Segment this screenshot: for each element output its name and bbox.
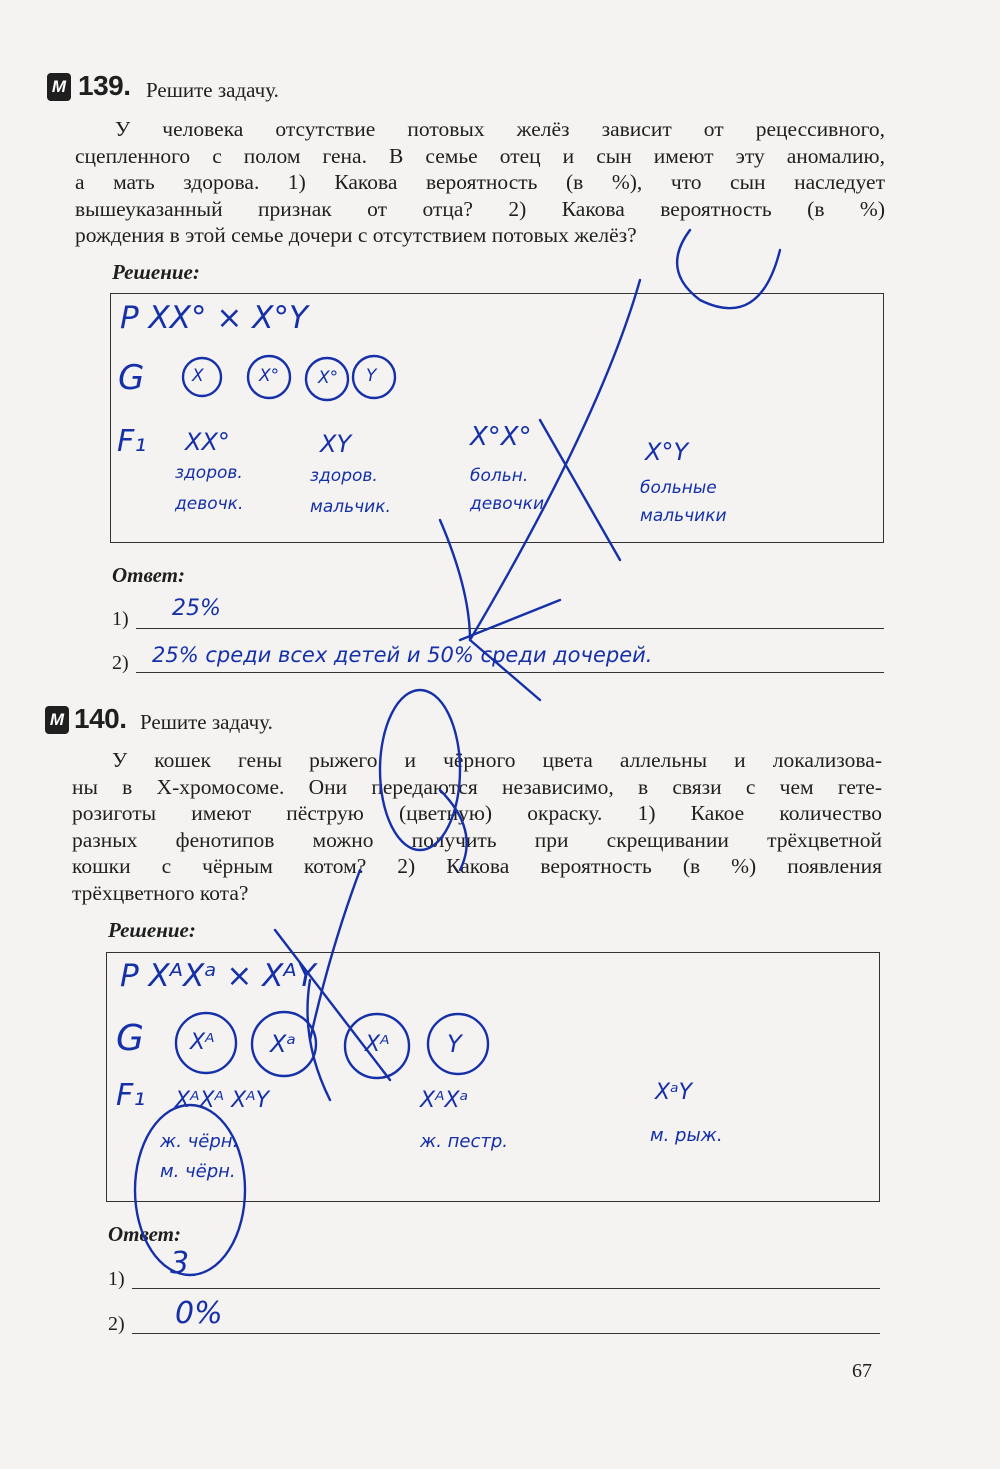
task-140-solution-label: Решение: [108,918,196,942]
task-140-offspring-note: м. чёрн. [160,1161,236,1182]
task-139-answer-1-line [136,628,884,629]
task-140-line: трёхцветного кота? [72,880,249,905]
task-140-answer-label: Ответ: [108,1222,181,1246]
task-140-answer-1: 3 [170,1246,190,1281]
task-139-offspring-genotype: XX° [185,428,230,456]
task-140-offspring-genotype: XᵃY [655,1080,693,1105]
task-140-line: У кошек гены рыжего и чёрного цвета аллельны и локализова- [112,748,882,772]
task-139-line: рождения в этой семье дочери с отсутствием потовых желёз? [75,223,637,247]
task-140-text [72,747,882,906]
task-139-line: сцепленного с полом гена. В семье отец и сын имеют эту аномалию, [75,143,885,168]
task-140-badge: М [45,706,69,734]
task-139-number: 139. [78,70,131,101]
task-140-gamete: Xᵃ [270,1030,296,1058]
task-140-gamete: Y [447,1030,462,1058]
task-140-g-label: G [116,1018,144,1059]
task-139-answer-label: Ответ: [112,563,185,587]
task-139-offspring-note: здоров. [175,463,243,483]
task-139-offspring-genotype: X°Y [645,438,689,466]
task-139-offspring-note: мальчики [640,506,727,526]
task-140-line: разных фенотипов можно получить при скрещивании трёхцветной [72,827,882,852]
task-140-answer-2-line [132,1333,880,1334]
task-140-p-row: P XᴬXᵃ × XᴬY [120,958,316,994]
task-140-gamete: Xᴬ [190,1030,215,1055]
task-139-gamete: X° [318,368,339,388]
task-140-offspring-genotype: XᴬXᴬ XᴬY [175,1088,270,1113]
task-139-offspring-note: девочки [470,494,544,514]
doodle-stroke [460,600,560,640]
task-140-line: розиготы имеют пёструю (цветную) окраску. 1) Какое количество [72,801,882,825]
task-139-offspring-note: здоров. [310,466,378,486]
task-139-offspring-note: девочк. [175,494,244,514]
task-139-answer-2-line [136,672,884,673]
task-139-answer-1: 25% [172,596,221,621]
task-140-answer-2-number: 2) [108,1313,125,1335]
task-139-badge: М [47,73,71,101]
task-140-line: ны в X-хромосоме. Они передаются независимо, в связи с чем гете- [72,774,882,799]
task-139-gamete: Y [366,366,377,386]
task-139-answer-1-number: 1) [112,608,129,630]
task-139-p-row: P XX° × X°Y [120,300,308,336]
task-140-answer-1-line [132,1288,880,1289]
task-139-line: а мать здорова. 1) Какова вероятность (в %), что сын наследует [75,170,885,194]
task-140-offspring-note: ж. пестр. [420,1131,509,1152]
task-139-text [75,116,885,249]
task-139-offspring-note: больные [640,478,717,498]
task-139-g-label: G [118,358,145,398]
task-139-gamete: X° [259,366,280,386]
task-139-offspring-genotype: XY [320,430,352,458]
task-139-answer-2-number: 2) [112,652,129,674]
task-140-gamete: Xᴬ [365,1032,390,1057]
task-139-gamete: X [192,366,204,386]
task-139-line: вышеуказанный признак от отца? 2) Какова вероятность (в %) [75,196,885,221]
task-140-line: кошки с чёрным котом? 2) Какова вероятность (в %) появления [72,854,882,878]
task-139-answer-2: 25% среди всех детей и 50% среди дочерей. [152,643,653,667]
task-139-line: У человека отсутствие потовых желёз зависит от рецессивного, [115,117,885,141]
task-139-heading: Решите задачу. [146,78,279,102]
task-139-offspring-genotype: X°X° [470,422,532,452]
task-140-offspring-note: ж. чёрн. [160,1131,239,1152]
task-140-answer-1-number: 1) [108,1268,125,1290]
task-139-offspring-note: больн. [470,466,529,486]
task-140-offspring-genotype: XᴬXᵃ [420,1088,469,1113]
task-139-offspring-note: мальчик. [310,497,391,517]
task-139-f1-label: F₁ [117,424,147,459]
task-140-heading: Решите задачу. [140,710,273,734]
task-140-answer-2: 0% [175,1296,223,1331]
page-number: 67 [852,1360,872,1382]
task-139-solution-label: Решение: [112,260,200,284]
doodle-stroke [440,520,540,700]
task-140-f1-label: F₁ [116,1078,146,1113]
task-140-offspring-note: м. рыж. [650,1125,723,1146]
task-140-number: 140. [74,703,127,734]
